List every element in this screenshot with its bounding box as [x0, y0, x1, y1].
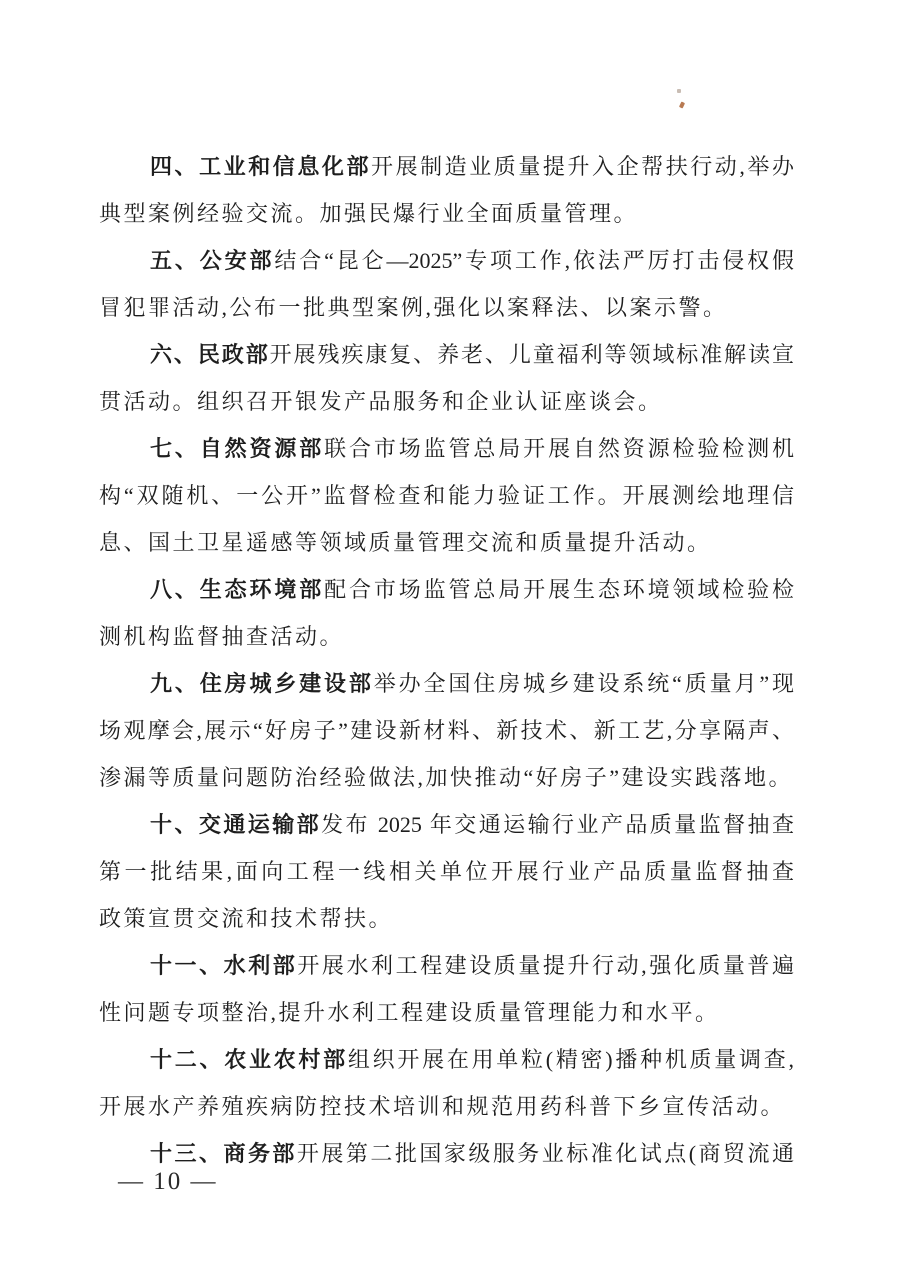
line-text: 联合市场监管总局开展自然资源检验检测机	[324, 436, 794, 461]
line-text: 息、国土卫星遥感等领域质量管理交流和质量提升活动。	[99, 530, 712, 555]
ministry-lead: 七、自然资源部	[150, 436, 325, 461]
line-text: 第一批结果,面向工程一线相关单位开展行业产品质量监督抽查	[99, 859, 794, 884]
doc-line	[99, 707, 794, 754]
line-text: 举办全国住房城乡建设系统“质量月”现	[373, 671, 794, 696]
doc-line	[99, 331, 794, 378]
doc-line	[99, 190, 794, 237]
ministry-lead: 十一、水利部	[150, 953, 298, 978]
line-text: 发布 2025 年交通运输行业产品质量监督抽查	[321, 812, 794, 837]
doc-line	[99, 566, 794, 613]
ministry-lead: 十三、商务部	[150, 1141, 297, 1166]
scan-speck-icon	[679, 101, 685, 108]
doc-line	[99, 143, 794, 190]
doc-line	[99, 237, 794, 284]
line-text: 典型案例经验交流。加强民爆行业全面质量管理。	[99, 201, 639, 226]
doc-line	[99, 1083, 794, 1130]
line-text: 开展残疾康复、养老、儿童福利等领域标准解读宣	[269, 342, 794, 367]
doc-line	[99, 613, 794, 660]
line-text: 组织开展在用单粒(精密)播种机质量调查,	[347, 1047, 794, 1072]
page-number: — 10 —	[118, 1168, 218, 1195]
doc-line	[99, 425, 794, 472]
ministry-lead: 四、工业和信息化部	[150, 154, 372, 179]
line-text: 政策宣贯交流和技术帮扶。	[99, 906, 394, 931]
ministry-lead: 九、住房城乡建设部	[150, 671, 374, 696]
line-text: 渗漏等质量问题防治经验做法,加快推动“好房子”建设实践落地。	[99, 765, 794, 790]
doc-line	[99, 1036, 794, 1083]
line-text: 性问题专项整治,提升水利工程建设质量管理能力和水平。	[99, 1000, 720, 1025]
line-text: 构“双随机、一公开”监督检查和能力验证工作。开展测绘地理信	[99, 483, 794, 508]
line-text: 开展第二批国家级服务业标准化试点(商贸流通	[296, 1141, 794, 1166]
doc-line	[99, 660, 794, 707]
line-text: 结合“昆仑—2025”专项工作,依法严厉打击侵权假	[274, 248, 794, 273]
ministry-lead: 八、生态环境部	[150, 577, 325, 602]
line-text: 开展水利工程建设质量提升行动,强化质量普遍	[297, 953, 794, 978]
doc-line	[99, 989, 794, 1036]
ministry-lead: 十、交通运输部	[150, 812, 322, 837]
doc-line	[99, 942, 794, 989]
doc-line	[99, 284, 794, 331]
doc-line	[99, 801, 794, 848]
line-text: 场观摩会,展示“好房子”建设新材料、新技术、新工艺,分享隔声、	[99, 718, 794, 743]
ministry-lead: 六、民政部	[150, 342, 270, 367]
ministry-lead: 十二、农业农村部	[150, 1047, 348, 1072]
doc-line	[99, 848, 794, 895]
doc-line	[99, 895, 794, 942]
scan-speck-icon	[677, 89, 681, 93]
line-text: 开展水产养殖疾病防控技术培训和规范用药科普下乡宣传活动。	[99, 1094, 786, 1119]
document-body	[99, 143, 794, 1177]
line-text: 开展制造业质量提升入企帮扶行动,举办	[371, 154, 794, 179]
line-text: 冒犯罪活动,公布一批典型案例,强化以案释法、以案示警。	[99, 295, 728, 320]
ministry-lead: 五、公安部	[150, 248, 275, 273]
doc-line	[99, 378, 794, 425]
doc-line	[99, 519, 794, 566]
doc-line	[99, 472, 794, 519]
doc-line	[99, 754, 794, 801]
line-text: 测机构监督抽查活动。	[99, 624, 345, 649]
line-text: 配合市场监管总局开展生态环境领域检验检	[324, 577, 794, 602]
line-text: 贯活动。组织召开银发产品服务和企业认证座谈会。	[99, 389, 663, 414]
